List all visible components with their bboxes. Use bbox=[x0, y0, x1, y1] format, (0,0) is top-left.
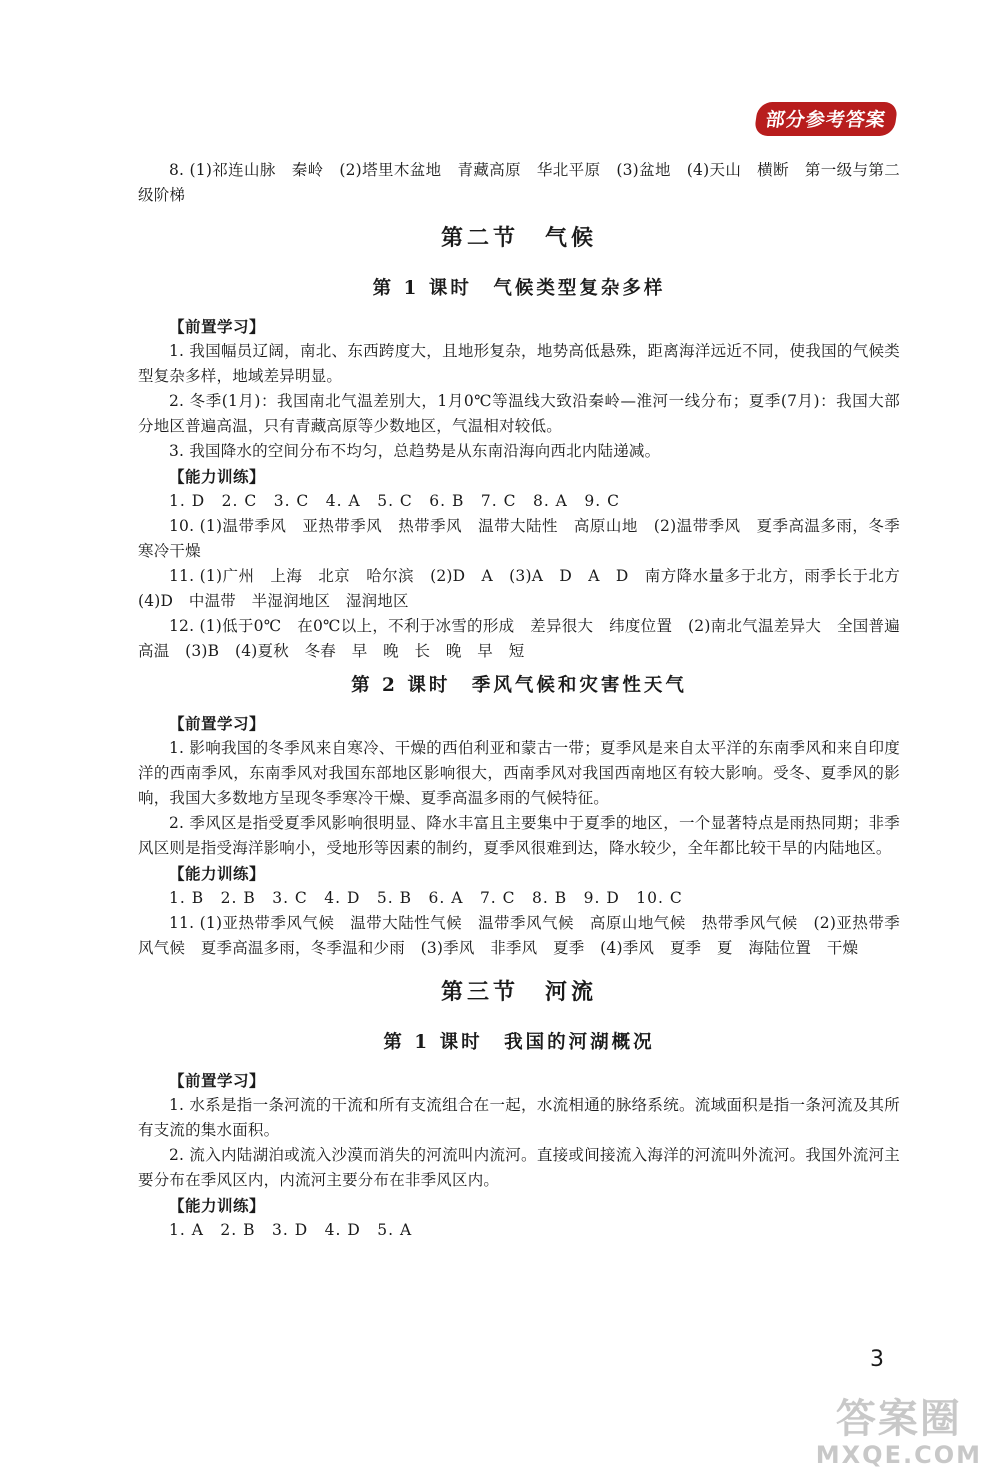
paragraph: 2. 季风区是指受夏季风影响很明显、降水丰富且主要集中于夏季的地区，一个显著特点是雨热同期；非季风区则是指受海洋影响小，受地形等因素的制约，夏季风很难到达，降水较少，全年都比较干旱的内陆地区。 bbox=[138, 814, 900, 857]
section-title-climate: 第二节 气候 bbox=[440, 225, 597, 251]
lesson-title-climate-types: 第 1 课时 气候类型复杂多样 bbox=[372, 278, 666, 299]
answer-key-badge: 部分参考答案 bbox=[754, 102, 899, 136]
choice-answers: 1. B 2. B 3. C 4. D 5. B 6. A 7. C 8. B 9. D 10. C bbox=[169, 889, 683, 907]
section-title-rivers: 第三节 河流 bbox=[440, 979, 597, 1005]
paragraph: 3. 我国降水的空间分布不均匀，总趋势是从东南沿海向西北内陆递减。 bbox=[169, 442, 661, 460]
page-content bbox=[138, 158, 916, 1243]
tag-ability-training: 【能力训练】 bbox=[169, 1196, 266, 1215]
paragraph: 1. 水系是指一条河流的干流和所有支流组合在一起，水流相通的脉络系统。流域面积是指一条河流及其所有支流的集水面积。 bbox=[138, 1096, 900, 1139]
tag-pre-study: 【前置学习】 bbox=[169, 1071, 266, 1090]
watermark-logo: 答案圈 bbox=[835, 1396, 962, 1442]
watermark-url: MXQE.COM bbox=[815, 1441, 982, 1469]
answer-q11: 11. (1)亚热带季风气候 温带大陆性气候 温带季风气候 高原山地气候 热带季风气候 (2)亚热带季风气候 夏季高温多雨，冬季温和少雨 (3)季风 非季风 夏季 (4)季风 夏季 夏 海陆位置 干燥 bbox=[138, 914, 900, 957]
paragraph: 1. 影响我国的冬季风来自寒冷、干燥的西伯利亚和蒙古一带；夏季风是来自太平洋的东南季风和来自印度洋的西南季风，东南季风对我国东部地区影响很大，西南季风对我国西南地区有较大影响。受冬、夏季风的影响，我国大多数地方呈现冬季寒冷干燥、夏季高温多雨的气候特征。 bbox=[138, 739, 900, 807]
q8-answer: 8. (1)祁连山脉 秦岭 (2)塔里木盆地 青藏高原 华北平原 (3)盆地 (4)天山 横断 第一级与第二级阶梯 bbox=[138, 161, 900, 204]
answer-q11: 11. (1)广州 上海 北京 哈尔滨 (2)D A (3)A D A D 南方降水量多于北方，雨季长于北方 (4)D 中温带 半湿润地区 湿润地区 bbox=[138, 567, 916, 610]
tag-ability-training: 【能力训练】 bbox=[169, 864, 266, 883]
paragraph: 2. 流入内陆湖泊或流入沙漠而消失的河流叫内流河。直接或间接流入海洋的河流叫外流河。我国外流河主要分布在季风区内，内流河主要分布在非季风区内。 bbox=[138, 1146, 900, 1189]
tag-pre-study: 【前置学习】 bbox=[169, 317, 266, 336]
choice-answers: 1. D 2. C 3. C 4. A 5. C 6. B 7. C 8. A 9. C bbox=[169, 492, 620, 510]
paragraph: 2. 冬季(1月)：我国南北气温差别大，1月0℃等温线大致沿秦岭—淮河一线分布；夏季(7月)：我国大部分地区普遍高温，只有青藏高原等少数地区，气温相对较低。 bbox=[138, 392, 900, 435]
choice-answers: 1. A 2. B 3. D 4. D 5. A bbox=[169, 1221, 413, 1239]
paragraph: 1. 我国幅员辽阔，南北、东西跨度大，且地形复杂，地势高低悬殊，距离海洋远近不同，使我国的气候类型复杂多样，地域差异明显。 bbox=[138, 342, 900, 385]
tag-pre-study: 【前置学习】 bbox=[169, 714, 266, 733]
lesson-title-rivers-lakes: 第 1 课时 我国的河湖概况 bbox=[383, 1032, 655, 1053]
lesson-title-monsoon: 第 2 课时 季风气候和灾害性天气 bbox=[351, 675, 687, 696]
tag-ability-training: 【能力训练】 bbox=[169, 467, 266, 486]
answer-q10: 10. (1)温带季风 亚热带季风 热带季风 温带大陆性 高原山地 (2)温带季风 夏季高温多雨，冬季寒冷干燥 bbox=[138, 517, 900, 560]
page-number: 3 bbox=[870, 1347, 884, 1372]
answer-q12: 12. (1)低于0℃ 在0℃以上，不利于冰雪的形成 差异很大 纬度位置 (2)南北气温差异大 全国普遍高温 (3)B (4)夏秋 冬春 早 晚 长 晚 早 短 bbox=[138, 617, 900, 660]
watermark bbox=[816, 1397, 982, 1469]
